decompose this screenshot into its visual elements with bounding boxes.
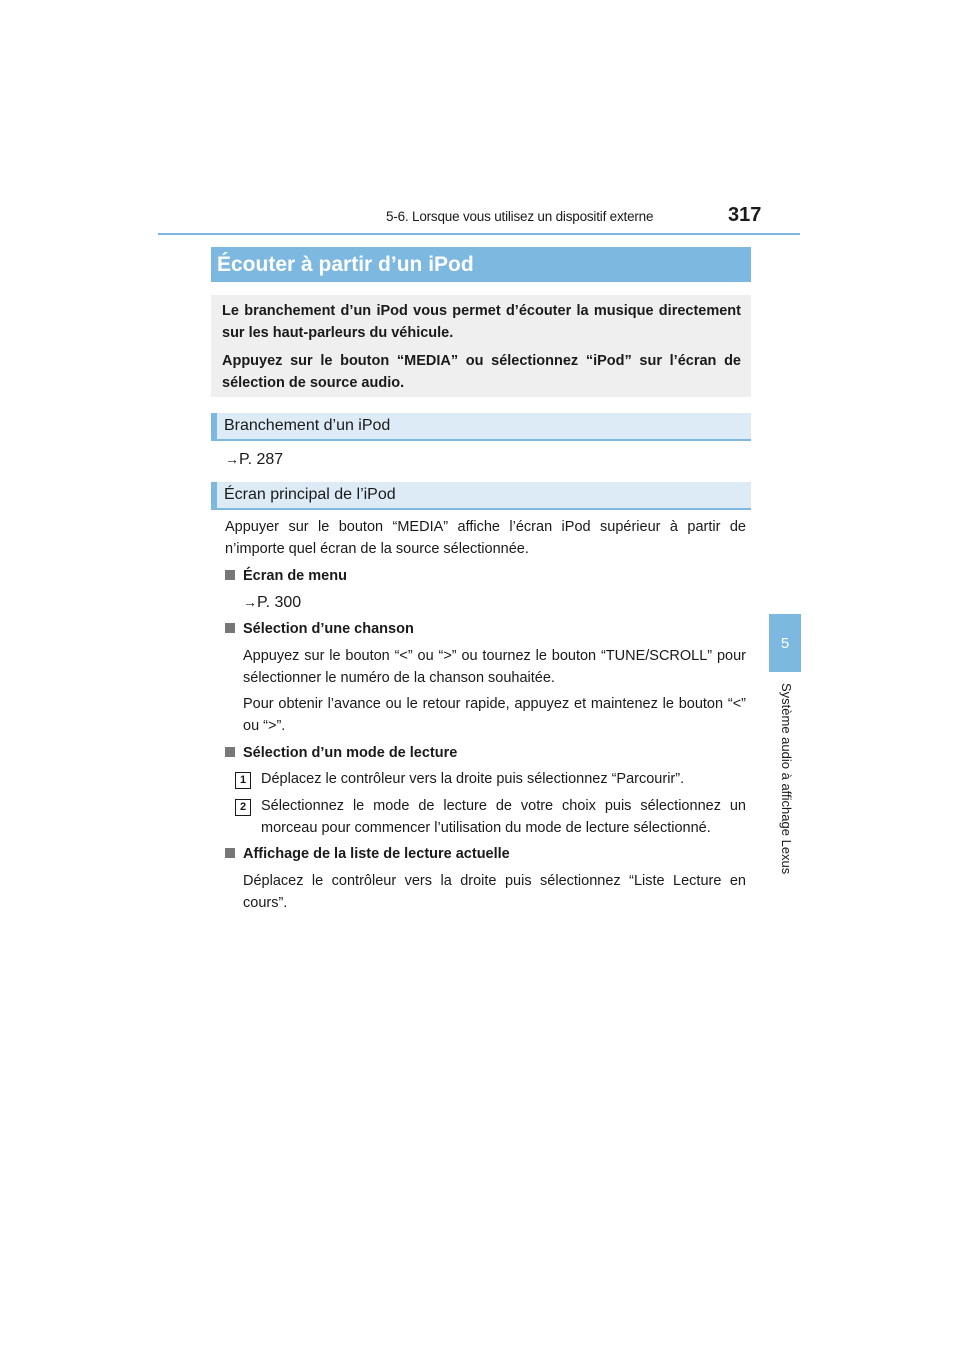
reference-label: P. 300 — [257, 594, 302, 611]
step-number: 1 — [235, 772, 251, 789]
playlist-text: Déplacez le contrôleur vers la droite puis sélectionnez “Liste Lecture en cours”. — [243, 873, 746, 911]
chapter-tab — [769, 614, 801, 672]
bullet-heading-playlist — [225, 843, 510, 865]
bullet-heading-text: Sélection d’un mode de lecture — [243, 745, 458, 761]
arrow-right-icon: → — [243, 594, 257, 610]
step-2-text: Sélectionnez le mode de lecture de votre choix puis sélectionnez un morceau pour commencer l’utilisation du mode de lecture sélectionné. — [261, 798, 746, 836]
bullet-heading-menu — [225, 565, 347, 587]
page-title: Écouter à partir d’un iPod — [211, 247, 751, 282]
intro-paragraph-1: Le branchement d’un iPod vous permet d’écouter la musique directement sur les haut-parleurs du véhicule. — [222, 303, 741, 341]
step-number: 2 — [235, 799, 251, 816]
arrow-right-icon: → — [225, 451, 239, 467]
square-bullet-icon — [225, 848, 235, 858]
section2-intro: Appuyer sur le bouton “MEDIA” affiche l’écran iPod supérieur à partir de n’importe quel écran de la source sélectionnée. — [225, 519, 746, 557]
intro-paragraph-2: Appuyez sur le bouton “MEDIA” ou sélectionnez “iPod” sur l’écran de sélection de source audio. — [222, 353, 741, 391]
intro-box — [211, 295, 751, 397]
step-2-badge — [235, 797, 251, 816]
bullet-heading-text: Affichage de la liste de lecture actuelle — [243, 846, 510, 862]
reference-label: P. 287 — [239, 451, 284, 468]
chapter-label: Système audio à affichage Lexus — [779, 683, 794, 875]
section-header: 5-6. Lorsque vous utilisez un dispositif externe — [386, 209, 654, 224]
square-bullet-icon — [225, 747, 235, 757]
page-number: 317 — [728, 204, 762, 226]
page-reference-287[interactable] — [225, 448, 283, 471]
bullet-heading-play-mode — [225, 742, 457, 764]
chapter-number: 5 — [780, 634, 790, 652]
square-bullet-icon — [225, 623, 235, 633]
bullet-heading-text: Sélection d’une chanson — [243, 621, 414, 637]
song-paragraph-1: Appuyez sur le bouton “<” ou “>” ou tournez le bouton “TUNE/SCROLL” pour sélectionner le numéro de la chanson souhaitée. — [243, 648, 746, 686]
step-1-text: Déplacez le contrôleur vers la droite puis sélectionnez “Parcourir”. — [261, 771, 685, 787]
song-paragraph-2: Pour obtenir l’avance ou le retour rapide, appuyez et maintenez le bouton “<” ou “>”. — [243, 696, 746, 734]
bullet-heading-text: Écran de menu — [243, 568, 347, 584]
section-heading-ecran-principal: Écran principal de l’iPod — [211, 482, 751, 510]
square-bullet-icon — [225, 570, 235, 580]
bullet-heading-song — [225, 618, 414, 640]
section-heading-branchement: Branchement d’un iPod — [211, 413, 751, 441]
header-rule — [158, 233, 800, 235]
page-reference-300[interactable] — [243, 591, 301, 614]
step-1-badge — [235, 770, 251, 789]
